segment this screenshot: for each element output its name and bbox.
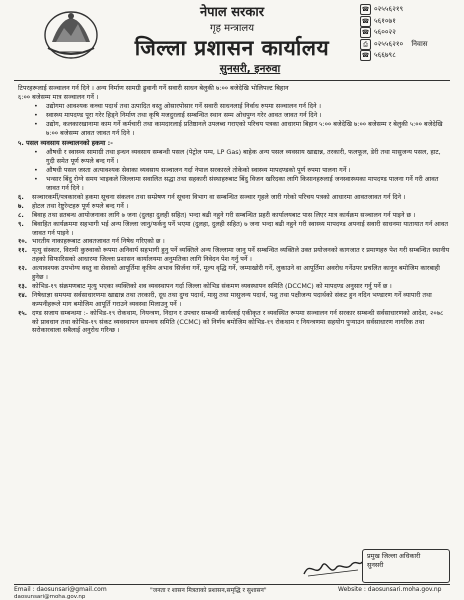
list-item: • भन्सार बिंदु रोग्ने समय भाइकले जिल्लामा सवालित सद्धा तथा सहकारी संस्थाहरुबाट बिंदु विजन खरिदका लागि किसानहरुलाई जनस्वास्थ्यका मापदण्ड पालना गर्ने गरी आवत जावत गर्न दिने । — [34, 175, 439, 192]
contact-row: ☎ ०२५५६२१९ — [361, 5, 404, 14]
stamp-name: सुनसरी — [367, 560, 384, 569]
country-name: नेपाल सरकार — [199, 5, 265, 20]
phone-icon: ☎ — [361, 6, 370, 14]
numbered-item: ११. मृत्यु संस्कार, विरामी कुरुवाको रूपमा अनिवार्य सहभागी हुनु पर्ने व्यक्तिले अन्य जिल्लामा जानु पर्ने सम्बन्धित व्यक्तिले उक्त प्रयोजनको कागजात र प्रमाणहरु पेश गरी सम्बन्धित स्थानीय तहको सिफारिसको आधारमा जिल्ला प्रशासन कार्यालयमा अनुमतिका लागि निवेदन पेश गर्नु पर्ने । — [18, 246, 450, 264]
list-item: • स्वास्थ्य मापदण्ड पूरा गरेर हिड्ने निर्माण तथा कृषि मजदुरलाई सम्बन्धित स्थान सम्म ओधपुग्न गरेर आवत जावत गर्न दिने । — [34, 110, 322, 119]
bullet-icon: • — [34, 175, 38, 184]
list-item: • औषधी र स्वास्थ्य सामाग्री तथा इन्धन व्यवसाय सम्बन्धी पसल (पेट्रोल पम्प, LP Gas) बाहेक अन्य पसल व्यवसाय खाद्यान्न, तरकारी, फलफूल, डेरी तथा मासुजन्य पसल, हाट, गुदी समेत पूर्ण रूपले बन्द गर्ने । — [34, 148, 441, 166]
phone-icon: ☎ — [361, 29, 370, 37]
phone-icon: ☎ — [361, 52, 370, 60]
office-location: सुनसरी, इनरुवा — [219, 63, 281, 75]
footer-motto: "जनता र शासन मित्रताको प्रशासन,समृद्धि र सुशासन" — [150, 587, 267, 594]
footer-website: Website : daosunsari.moha.gov.np — [338, 586, 442, 593]
footer-email: Email : daosunsari@gmail.com — [14, 586, 107, 593]
numbered-item: १४. निषेधाज्ञा समयमा सर्वसाधारणमा खाद्यान्न तथा तरकारी, दूध तथा दुग्ध पदार्थ, मासु तथा मासुजन्य पदार्थ, पशु तथा पक्षीजन्य पदार्थको संकट हुन नदिन भण्डारण गर्ने व्यापारी तथा कम्पनीहरूले माग बमोजिम आपूर्ति गराउने व्यवस्था मिलाउनु पर्ने । — [18, 290, 432, 308]
phone-icon: ☎ — [361, 17, 370, 25]
bullet-icon: • — [34, 148, 38, 157]
contact-row: ☎ ५६००२२ — [361, 28, 396, 37]
list-item: • उद्योगमा आवश्यक कच्चा पदार्थ तथा उत्पादित वस्तु ओसारपोसार गर्ने सवारी साधनलाई निर्वाध रुपमा सञ्चालन गर्न दिने । — [34, 101, 322, 110]
fax-icon: ⎙ — [360, 39, 371, 50]
numbered-item: ६. सञ्चारकर्मी/पत्रकारको हकमा सूचना संकलन तथा सम्प्रेषण गर्न सूचना विभाग वा सम्बन्धित सञ्चार गृहले जारी गरेको परिचय पत्रको आधारमा आवतजावत गर्न दिने । — [18, 192, 406, 201]
contact-row: ⎙ ०२५५६२१० निवास — [360, 39, 460, 51]
handwritten-signature — [300, 556, 364, 580]
footer-divider — [14, 584, 450, 585]
list-item: • उद्योग, कलकारखानामा काम गर्ने कर्मचारी तथा कामदारलाई प्रतिष्ठानले उपलब्ध गराएको परिचय पत्रका आधारमा बिहान ५:०० बजेदेखि ७:०० बजेसम्म र बेलुकी ५:०० बजेदेखि ७:०० बजेसम्म आवत जावत गर्न दिने । — [34, 119, 443, 137]
numbered-item: १०. भारतीय नाकाहरूबाट आवतजावत गर्न निषेध गरिएको छ । — [18, 237, 165, 246]
bullet-icon: • — [34, 119, 38, 128]
numbered-item: १३. कोभिड-१९ संक्रमणबाट मृत्यु भएका व्यक्तिको शव व्यवस्थापन गर्दा जिल्ला कोभिड संकमण व्यवस्थापन समिति (DCCMC) को मापदण्ड अनुसार गर्नु पर्ने छ । — [18, 281, 392, 290]
numbered-item: १५. दण्ड सजाय सम्बन्धमा :- कोभिड-१९ रोकथाम, नियन्त्रण, निदान र उपचार सम्बन्धी कार्यलाई एकीकृत र व्यवस्थित रूपमा सञ्चालन गर्न सरकार सम्बन्धी सर्वसाधारणको आदेश, २०७८ को प्रावधान तथा कोभिड-१९ संकट व्यवस्थापन समन्वय समिति (CCMC) को निर्णय बमोजिम कोभिड-१९ रोकथाम र नियन्त्रणमा सहयोग पुर्‍याउन सर्वसाधारण नागरिक तथा सरोकारवाला सबैलाई अनुरोध गरिन्छ । — [18, 308, 444, 335]
notice-body — [18, 84, 450, 335]
stamp-title: प्रमुख जिल्ला अधिकारी — [367, 552, 421, 560]
numbered-item: ७. होटल तथा रेष्टुरेन्टहरु पूर्ण रुपले बन्द गर्ने । — [18, 201, 129, 210]
official-stamp — [362, 549, 450, 583]
bullet-icon: • — [34, 101, 38, 110]
contact-block — [360, 4, 460, 62]
numbered-item: १२. अत्यावश्यक उपभोग्य वस्तु वा सेवाको आपूर्तिमा कृत्रिम अभाव सिर्जना गर्ने, मूल्य वृद्धि गर्ने, जम्माखोरी गर्ने, लुकाउने वा आपूर्तिमा अवरोध गर्नेउपर प्रचलित कानून बमोजिम कारबाही हुनेछ । — [18, 264, 440, 282]
numbered-item: ९. बिवाहित कार्यक्रममा सहभागी भई अन्य जिल्ला जानु/फर्कनु पर्ने भएमा (दुलहा, दुलही सहित) ७ जना भन्दा बढी नहुने गरी स्वास्थ्य मापदण्ड अपनाई सवारी साधनमा यातायात गर्न आवत जावत गर्न पाइने । — [18, 219, 449, 237]
contact-row: ☎ ५६६७९८ — [361, 51, 396, 60]
numbered-item: ८. बिवाह तथा व्रतबन्ध आयोजनाका लागि ७ जना (दुलहा दुलही सहित) भन्दा बढी नहुने गरी सम्बन्धित प्रहरी कार्यालयबाट पास लिएर मात्र कार्यक्रम सञ्चालन गर्न पाइने छ । — [18, 210, 416, 219]
body-line: टिपरहरूलाई सञ्चालन गर्न दिने । अन्य निर्माण सामग्री ढुवानी गर्ने सवारी साधन बेलुकी ७:०० बजेदेखि भोलिपल्ट बिहान — [18, 84, 289, 92]
bullet-icon: • — [34, 110, 38, 119]
section-heading: ५. पसल व्यवसाय सञ्चालनको हकमा :- — [18, 139, 113, 148]
list-item: • औषधी पसल जस्ता अत्यावश्यक सेवाका व्यवसाय सञ्चालन गर्दा नेपाल सरकारले तोकेको स्वास्थ्य मापदण्डको पूर्ण रुपमा पालना गर्ने । — [34, 166, 351, 175]
bullet-icon: • — [34, 166, 38, 175]
header-divider — [14, 80, 450, 81]
contact-row: ☎ ५६१०७१ — [361, 16, 396, 25]
body-line: ६:०० बजेसम्म मात्र सञ्चालन गर्ने । — [18, 92, 99, 101]
office-title: जिल्ला प्रशासन कार्यालय — [134, 36, 330, 60]
ministry-name: गृह मन्त्रालय — [209, 23, 255, 34]
footer-email-secondary: daosunsari@moha.gov.np — [14, 594, 86, 600]
